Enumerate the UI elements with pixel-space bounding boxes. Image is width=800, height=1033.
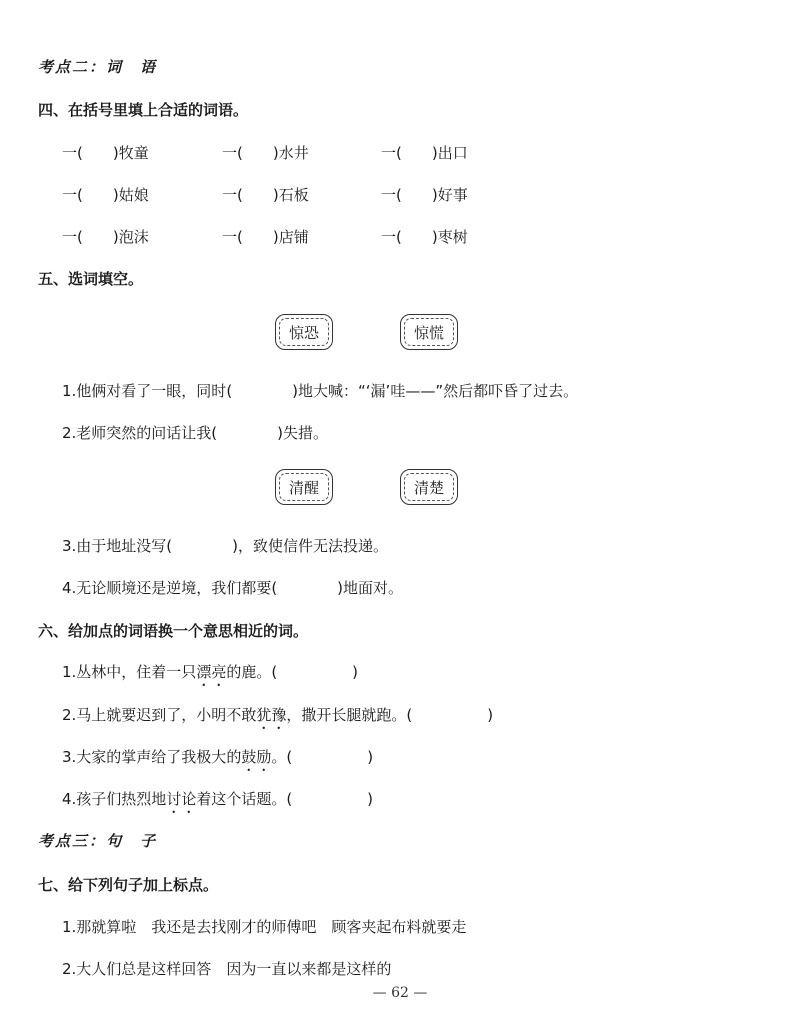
emphasized-word: 漂亮 (196, 663, 227, 681)
question-6-heading: 六、给加点的词语换一个意思相近的词。 (38, 622, 309, 640)
word-option: 清醒 (288, 478, 319, 497)
synonym-item-1 (62, 661, 358, 690)
synonym-item-2 (62, 704, 493, 733)
sentence-1: 1.他俩对看了一眼，同时( )地大喊：“‘漏’哇——”然后都吓昏了过去。 (62, 382, 579, 400)
question-4-heading: 四、在括号里填上合适的词语。 (38, 101, 249, 119)
blank-word: 一( )枣树 (381, 228, 468, 246)
item-text: 4.孩子们热烈地 (62, 790, 167, 808)
blank-word: 一( )店铺 (222, 228, 309, 246)
punctuation-sentence-2: 2.大人们总是这样回答 因为一直以来都是这样的 (62, 960, 392, 978)
word-option: 惊慌 (413, 323, 444, 342)
blank-word: 一( )水井 (222, 144, 309, 162)
blank-word: 一( )牧童 (62, 144, 149, 162)
item-text: 的鹿。( ) (226, 663, 359, 681)
word-option-frame (400, 314, 458, 350)
item-text: 。( ) (271, 748, 374, 766)
word-option-frame (400, 469, 458, 505)
sentence-4: 4.无论顺境还是逆境，我们都要( )地面对。 (62, 579, 404, 597)
section-title-words: 考点二：词 语 (38, 58, 158, 76)
emphasized-word: 讨论 (166, 790, 197, 808)
item-text: 1.丛林中，住着一只 (62, 663, 197, 681)
blank-word: 一( )泡沫 (62, 228, 149, 246)
word-option: 清楚 (413, 478, 444, 497)
emphasized-word: 犹豫 (256, 706, 287, 724)
item-text: ，撒开长腿就跑。( ) (286, 706, 494, 724)
blank-word: 一( )姑娘 (62, 186, 149, 204)
emphasized-word: 鼓励 (241, 748, 272, 766)
synonym-item-3 (62, 746, 373, 775)
item-text: 2.马上就要迟到了，小明不敢 (62, 706, 257, 724)
page-number: — 62 — (372, 985, 428, 1001)
sentence-3: 3.由于地址没写( )，致使信件无法投递。 (62, 537, 389, 555)
blank-word: 一( )石板 (222, 186, 309, 204)
question-5-heading: 五、选词填空。 (38, 270, 144, 288)
word-option-frame (275, 314, 333, 350)
item-text: 着这个话题。( ) (196, 790, 374, 808)
item-text: 3.大家的掌声给了我极大的 (62, 748, 242, 766)
punctuation-sentence-1: 1.那就算啦 我还是去找刚才的师傅吧 顾客夹起布料就要走 (62, 918, 467, 936)
sentence-2: 2.老师突然的问话让我( )失措。 (62, 424, 329, 442)
synonym-item-4 (62, 788, 373, 817)
blank-word: 一( )出口 (381, 144, 468, 162)
word-option: 惊恐 (288, 323, 319, 342)
section-title-sentences: 考点三：句 子 (38, 832, 158, 850)
blank-word: 一( )好事 (381, 186, 468, 204)
question-7-heading: 七、给下列句子加上标点。 (38, 876, 219, 894)
word-option-frame (275, 469, 333, 505)
